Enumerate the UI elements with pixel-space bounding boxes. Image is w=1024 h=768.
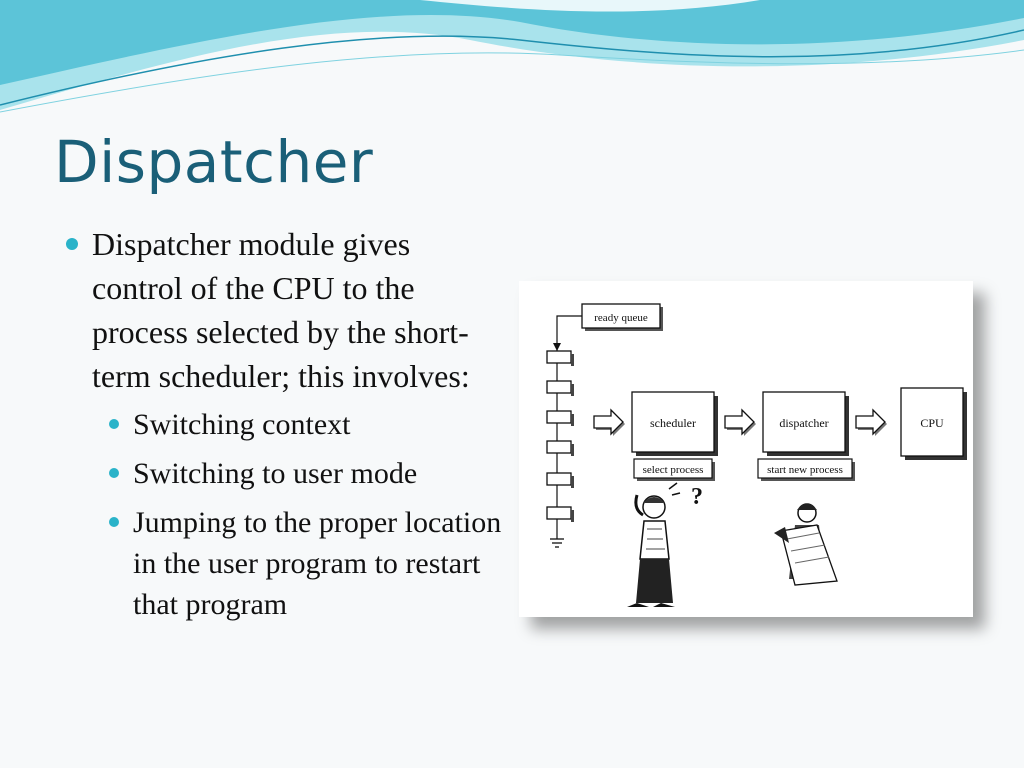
dispatcher-diagram — [519, 281, 973, 617]
sub-bullet — [107, 404, 507, 445]
start-new-process-label: start new process — [767, 464, 843, 476]
sub-bullet-text: Switching context — [133, 408, 351, 441]
dispatcher-box — [763, 392, 849, 456]
cpu-box — [901, 388, 967, 460]
bullet-list — [62, 222, 507, 633]
ground-symbol — [550, 539, 564, 547]
arrow-icon — [594, 410, 625, 436]
main-bullet — [62, 222, 507, 398]
bullet-dot-icon — [109, 419, 119, 429]
sub-bullet-text: Switching to user mode — [133, 457, 418, 490]
bullet-dot-icon — [109, 517, 119, 527]
slide-title: Dispatcher — [54, 128, 374, 196]
ready-queue-label: ready queue — [594, 312, 648, 324]
start-new-process-box — [758, 459, 855, 481]
header-wave-decoration — [0, 0, 1024, 130]
worker-person-icon — [774, 504, 837, 586]
dispatcher-label: dispatcher — [779, 416, 829, 430]
arrow-icon — [725, 410, 756, 436]
sub-bullet-list — [62, 404, 507, 625]
question-mark-label: ? — [691, 484, 703, 510]
select-process-label: select process — [642, 464, 704, 476]
scheduler-box — [632, 392, 718, 456]
sub-bullet — [107, 502, 507, 625]
bullet-dot-icon — [109, 468, 119, 478]
puzzled-person-icon — [627, 483, 703, 607]
select-process-box — [634, 459, 715, 481]
sub-bullet — [107, 453, 507, 494]
bullet-dot-icon — [66, 238, 78, 250]
cpu-label: CPU — [920, 416, 944, 430]
main-bullet-text: Dispatcher module gives control of the CPU to the process selected by the short-term scheduler; this involves: — [92, 226, 470, 394]
queue-slots — [547, 351, 574, 522]
scheduler-label: scheduler — [650, 416, 696, 430]
sub-bullet-text: Jumping to the proper location in the user program to restart that program — [133, 506, 502, 621]
arrow-icon — [856, 410, 887, 436]
ready-queue-box — [582, 304, 663, 331]
